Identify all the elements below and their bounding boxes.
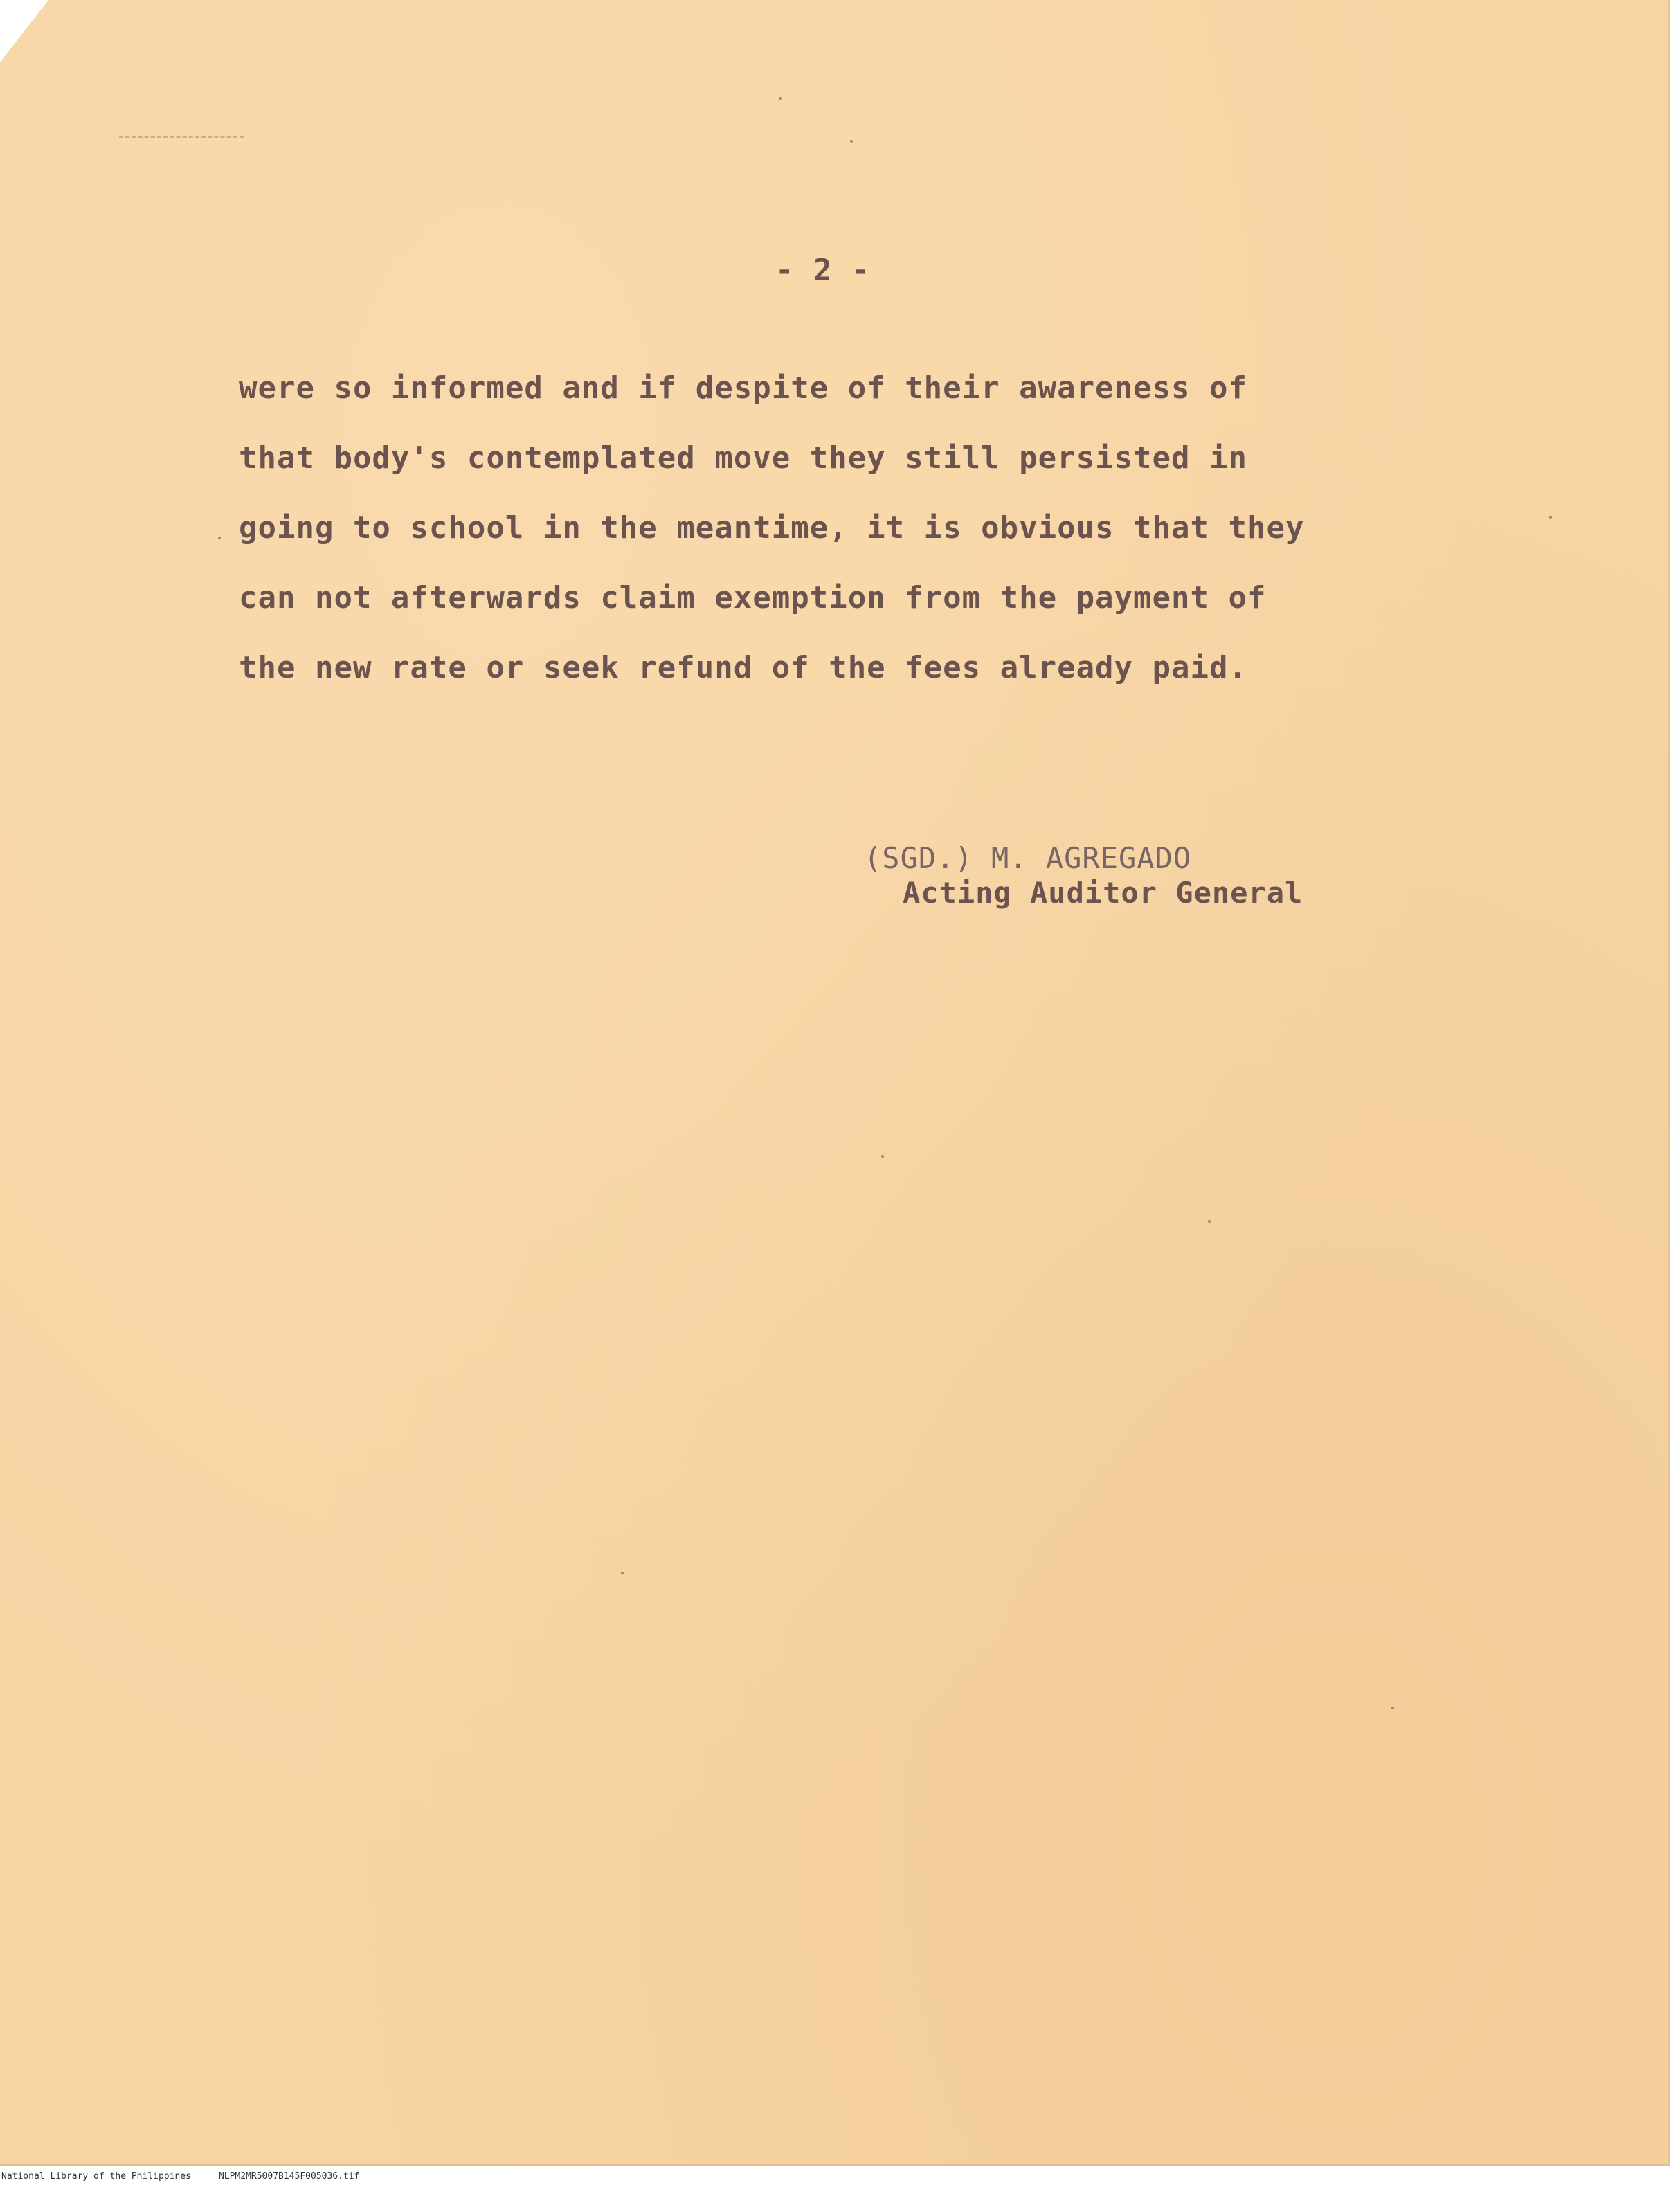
- paper-speck: [1549, 516, 1552, 519]
- signatory-title: Acting Auditor General: [903, 876, 1303, 910]
- footer-file-name: NLPM2MR5007B145F005036.tif: [218, 2171, 360, 2182]
- body-line: the new rate or seek refund of the fees already paid.: [239, 650, 1247, 685]
- torn-corner: [0, 0, 48, 62]
- body-line: were so informed and if despite of their awareness of: [239, 370, 1247, 406]
- page-number: - 2 -: [775, 253, 871, 288]
- body-line: going to school in the meantime, it is obvious that they: [239, 510, 1305, 546]
- ink-smudge: [119, 136, 244, 147]
- paper-speck: [779, 97, 782, 100]
- body-line: that body's contemplated move they still persisted in: [239, 440, 1247, 476]
- paper-speck: [1208, 1220, 1211, 1223]
- paper-speck: [881, 1155, 884, 1158]
- signatory-name: (SGD.) M. AGREGADO: [864, 841, 1192, 875]
- scan-footer: [1, 2171, 387, 2182]
- paper-speck: [218, 537, 221, 539]
- paper-speck: [1391, 1707, 1394, 1709]
- signature-block: [864, 841, 1303, 910]
- body-line: can not afterwards claim exemption from the payment of: [239, 580, 1267, 615]
- paper-speck: [850, 140, 853, 143]
- paper-speck: [621, 1572, 624, 1574]
- body-paragraph: [239, 353, 1416, 703]
- footer-library: National Library of the Philippines: [1, 2171, 191, 2182]
